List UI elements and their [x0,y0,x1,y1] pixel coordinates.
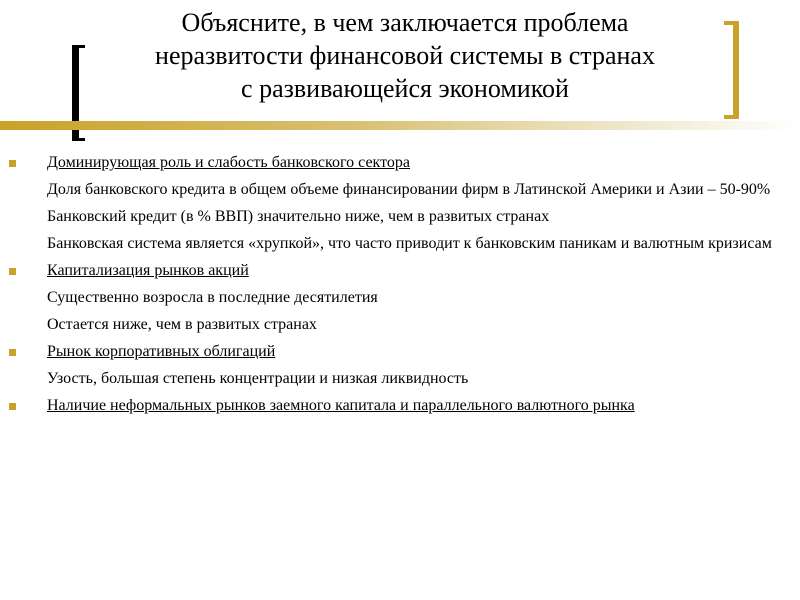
bullet-item-stock-market [0,260,800,281]
bullet-item-bond-market [0,341,800,362]
right-bracket-decoration [724,21,739,119]
bullet-marker-icon [9,403,16,410]
bullet-marker-icon [9,349,16,356]
bullet-text: Наличие неформальных рынков заемного капитала и параллельного валютного рынка [47,397,635,414]
bullet-text: Капитализация рынков акций [47,262,249,279]
bullet-text: Рынок корпоративных облигаций [47,343,276,360]
slide-title [90,6,720,105]
bullet-item-banking [0,152,800,173]
bullet-marker-icon [9,160,16,167]
sub-item: Банковский кредит (в % ВВП) значительно ниже, чем в развитых странах [47,208,550,225]
sub-item: Доля банковского кредита в общем объеме финансировании фирм в Латинской Америки и Азии – 50-90% [47,181,771,198]
sub-item: Банковская система является «хрупкой», что часто приводит к банковским паникам и валютным кризисам [47,235,772,252]
bullet-item-informal-markets [0,395,800,416]
bullet-marker-icon [9,268,16,275]
sub-item: Существенно возросла в последние десятилетия [47,289,378,306]
sub-item: Узость, большая степень концентрации и низкая ликвидность [47,370,469,387]
sub-item: Остается ниже, чем в развитых странах [47,316,317,333]
slide-content [0,148,800,420]
bullet-text: Доминирующая роль и слабость банковского сектора [47,154,410,171]
title-line-3: с развивающейся экономикой [241,74,569,103]
title-divider-band [0,121,800,130]
title-line-2: неразвитости финансовой системы в странах [155,41,655,70]
title-line-1: Объясните, в чем заключается проблема [181,8,629,37]
